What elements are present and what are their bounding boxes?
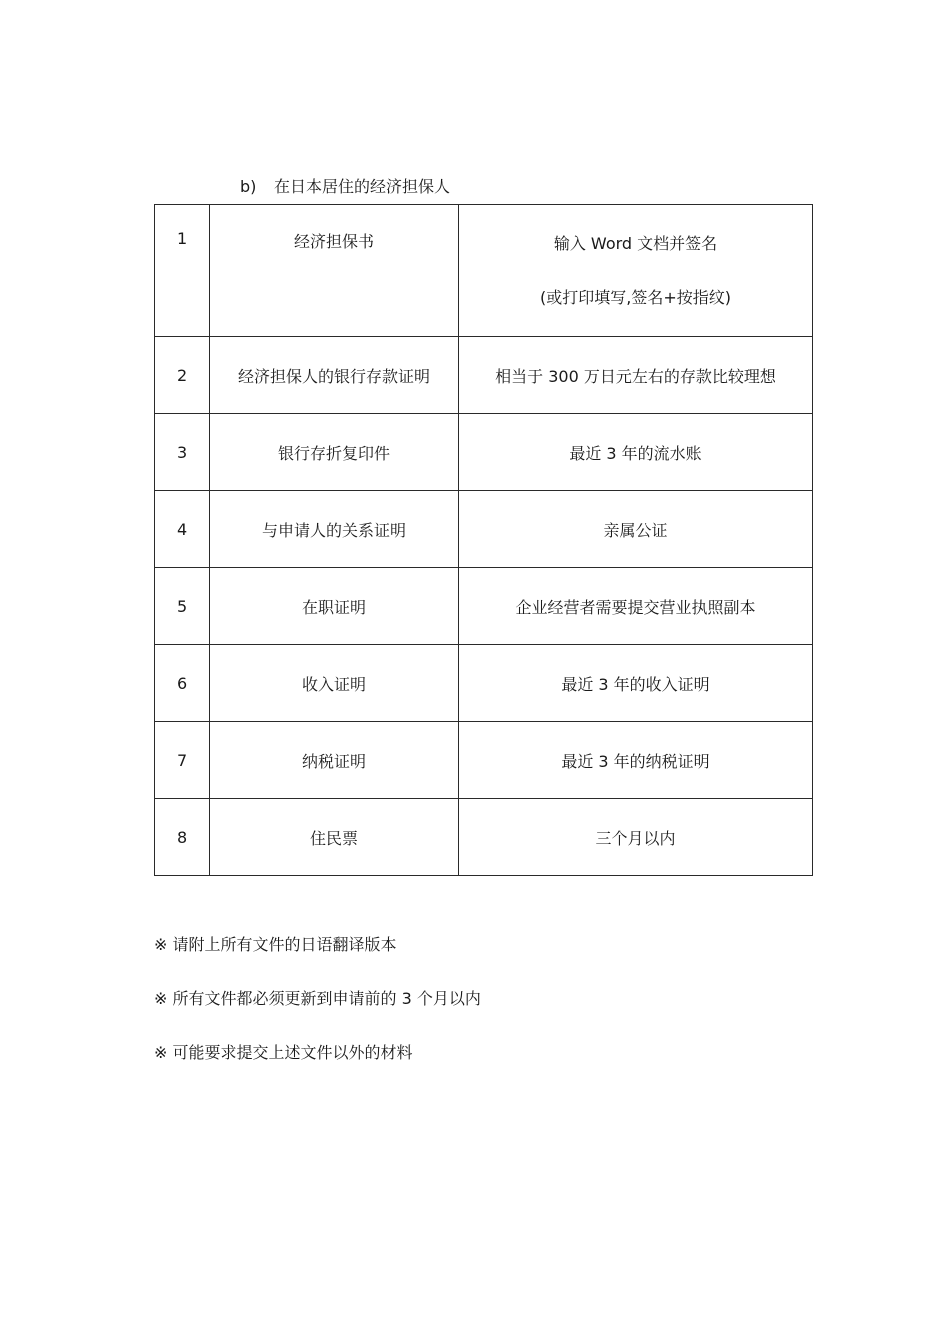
table-row xyxy=(155,337,813,414)
section-marker: b) xyxy=(240,177,257,196)
document-name: 经济担保人的银行存款证明 xyxy=(210,337,459,414)
document-name: 银行存折复印件 xyxy=(210,414,459,491)
row-number: 1 xyxy=(155,205,210,337)
table-row xyxy=(155,491,813,568)
table-row xyxy=(155,205,813,337)
section-title: 在日本居住的经济担保人 xyxy=(274,177,451,196)
section-heading xyxy=(240,176,450,198)
row-number: 8 xyxy=(155,799,210,876)
row-number: 7 xyxy=(155,722,210,799)
document-name: 纳税证明 xyxy=(210,722,459,799)
table-row xyxy=(155,722,813,799)
footnote-additional-materials: ※ 可能要求提交上述文件以外的材料 xyxy=(154,1043,413,1062)
row-number: 6 xyxy=(155,645,210,722)
note-line: (或打印填写,签名+按指纹) xyxy=(540,287,731,307)
document-name: 经济担保书 xyxy=(210,205,459,337)
table-row xyxy=(155,799,813,876)
table-row xyxy=(155,645,813,722)
document-name: 住民票 xyxy=(210,799,459,876)
note-line: 输入 Word 文档并签名 xyxy=(553,233,718,253)
footnote-validity: ※ 所有文件都必须更新到申请前的 3 个月以内 xyxy=(154,989,481,1008)
document-note xyxy=(459,205,813,337)
document-name: 收入证明 xyxy=(210,645,459,722)
table-row xyxy=(155,414,813,491)
document-note: 三个月以内 xyxy=(459,799,813,876)
document-note: 最近 3 年的流水账 xyxy=(459,414,813,491)
document-note: 最近 3 年的纳税证明 xyxy=(459,722,813,799)
document-note: 企业经营者需要提交营业执照副本 xyxy=(459,568,813,645)
row-number: 3 xyxy=(155,414,210,491)
document-note: 亲属公证 xyxy=(459,491,813,568)
document-note: 相当于 300 万日元左右的存款比较理想 xyxy=(459,337,813,414)
footnote-translation: ※ 请附上所有文件的日语翻译版本 xyxy=(154,935,397,954)
guarantor-documents-table xyxy=(154,204,813,876)
table-row xyxy=(155,568,813,645)
row-number: 5 xyxy=(155,568,210,645)
document-note: 最近 3 年的收入证明 xyxy=(459,645,813,722)
document-name: 在职证明 xyxy=(210,568,459,645)
row-number: 2 xyxy=(155,337,210,414)
row-number: 4 xyxy=(155,491,210,568)
document-name: 与申请人的关系证明 xyxy=(210,491,459,568)
